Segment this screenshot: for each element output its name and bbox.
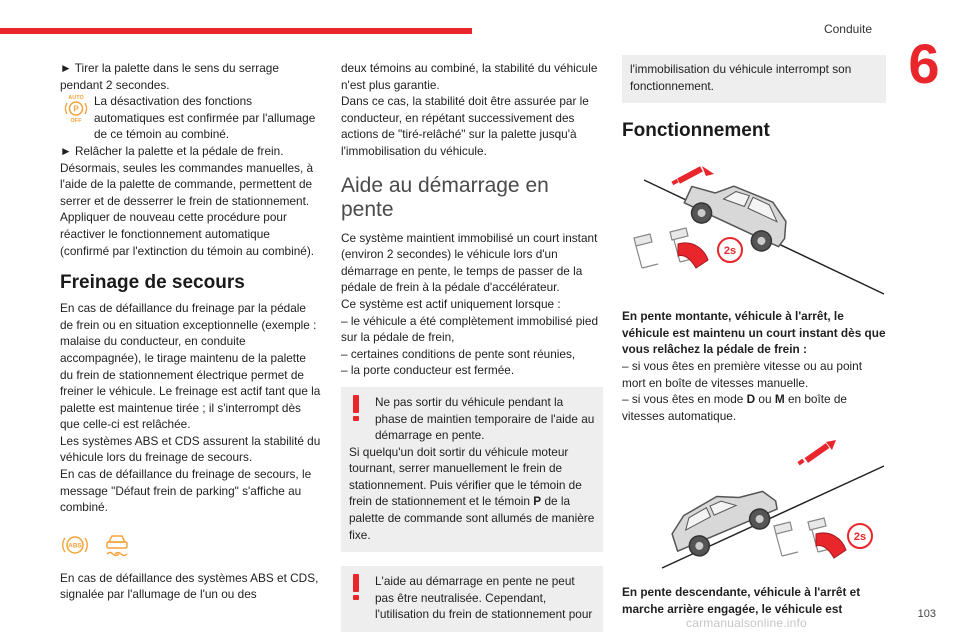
svg-text:P: P <box>73 104 79 114</box>
column-3 <box>622 55 886 618</box>
section-title: Conduite <box>823 22 872 36</box>
svg-text:AUTO: AUTO <box>68 95 84 102</box>
exclamation-icon <box>351 395 361 421</box>
warning-box-continued <box>622 55 886 103</box>
heading-emergency-braking: Freinage de secours <box>60 272 245 294</box>
list-item: – si vous êtes en première vitesse ou au point mort en boîte de vitesses manuelle. <box>622 358 863 390</box>
column-1 <box>60 60 322 603</box>
column-2 <box>341 60 603 640</box>
paragraph: En cas de défaillance du freinage de secours, le message "Défaut frein de parking" s'affiche au combiné. <box>60 467 312 515</box>
list-item: – si vous êtes en mode D ou M en boîte de vitesses automatique. <box>622 392 847 423</box>
paragraph: En pente descendante, véhicule à l'arrêt et marche arrière engagée, le véhicule est <box>622 585 861 616</box>
svg-text:OFF: OFF <box>70 118 82 124</box>
warning-box <box>341 387 603 552</box>
paragraph: Les systèmes ABS et CDS assurent la stabilité du véhicule lors du freinage de secours. <box>60 433 321 465</box>
paragraph: ► Relâcher la palette et la pédale de frein. <box>60 143 284 158</box>
page-number: 103 <box>917 608 936 620</box>
paragraph: deux témoins au combiné, la stabilité du véhicule n'est plus garantie. <box>341 61 598 92</box>
paragraph: Désormais, seules les commandes manuelles, à l'aide de la palette de commande, permettent de serrer et de desserrer le frein de stationnement. <box>60 160 314 208</box>
warning-box <box>341 566 603 632</box>
warning-text: Si quelqu'un doit sortir du véhicule moteur tournant, serrer manuellement le frein de stationnement. Puis vérifier que le témoin de frein de stationnement et le témoin P de la palette de commande sont allumés de manière fixe. <box>349 444 595 542</box>
uphill-car-illustration <box>622 152 886 300</box>
top-accent-bar <box>0 28 472 34</box>
paragraph: Ce système maintient immobilisé un court instant (environ 2 secondes) le véhicule lors d'un démarrage en pente, le temps de passer de la pédale de frein à la pédale d'accélérateur. <box>341 230 598 295</box>
list-item: – le véhicule a été complètement immobilisé pied sur la pédale de frein, <box>341 313 599 345</box>
paragraph: Dans ce cas, la stabilité doit être assurée par le conducteur, en répétant successivement des actions de "tiré-relâché" sur la palette jusqu'à l'immobilisation du véhicule. <box>341 94 589 158</box>
paragraph: Appliquer de nouveau cette procédure pour réactiver le fonctionnement automatique (confirmé par l'extinction du témoin au combiné). <box>60 210 315 258</box>
two-seconds-badge: 2s <box>723 245 737 258</box>
chapter-number: 6 <box>908 32 940 95</box>
exclamation-icon <box>351 574 361 600</box>
paragraph: Ce système est actif uniquement lorsque : <box>341 296 561 311</box>
abs-warning-icon <box>60 532 90 558</box>
paragraph: ► Tirer la palette dans le sens du serrage pendant 2 secondes. <box>60 61 279 92</box>
list-item: – la porte conducteur est fermée. <box>341 363 515 378</box>
auto-off-note <box>60 93 322 143</box>
paragraph: En cas de défaillance du freinage par la pédale de frein ou en situation exceptionnelle (exemple : malaise du conducteur, en conduite accompagnée), le tirage maintenu de la palette du frein de stationnement électrique permet de freiner le véhicule. Le freinage est actif tant que la palette est maintenue tirée ; il s'interrompt dès que celle-ci est relâchée. <box>60 301 321 432</box>
parking-brake-auto-off-icon <box>62 93 90 123</box>
list-item: – certaines conditions de pente sont réunies, <box>341 346 576 361</box>
two-seconds-badge: 2s <box>853 531 867 544</box>
heading-operation: Fonctionnement <box>622 120 770 142</box>
svg-text:ABS: ABS <box>68 542 82 550</box>
heading-hill-start-assist: Aide au démarrage en pente <box>341 173 549 221</box>
paragraph: En cas de défaillance des systèmes ABS et CDS, signalée par l'allumage de l'un ou des <box>60 570 319 602</box>
downhill-car-illustration <box>622 436 886 576</box>
paragraph: La désactivation des fonctions automatiques est confirmée par l'allumage de ce témoin au combiné. <box>94 94 316 142</box>
warning-text: L'aide au démarrage en pente ne peut pas être neutralisée. Cependant, l'utilisation du frein de stationnement pour <box>375 574 593 622</box>
paragraph: En pente montante, véhicule à l'arrêt, le véhicule est maintenu un court instant dès que vous relâchez la pédale de frein : <box>622 309 886 357</box>
watermark: carmanualsonline.info <box>686 616 807 630</box>
warning-text: l'immobilisation du véhicule interrompt son fonctionnement. <box>630 62 852 93</box>
warning-lamps <box>60 530 322 560</box>
warning-text: Ne pas sortir du véhicule pendant la phase de maintien temporaire de l'aide au démarrage en pente. <box>375 394 595 443</box>
stability-control-icon <box>102 531 132 559</box>
